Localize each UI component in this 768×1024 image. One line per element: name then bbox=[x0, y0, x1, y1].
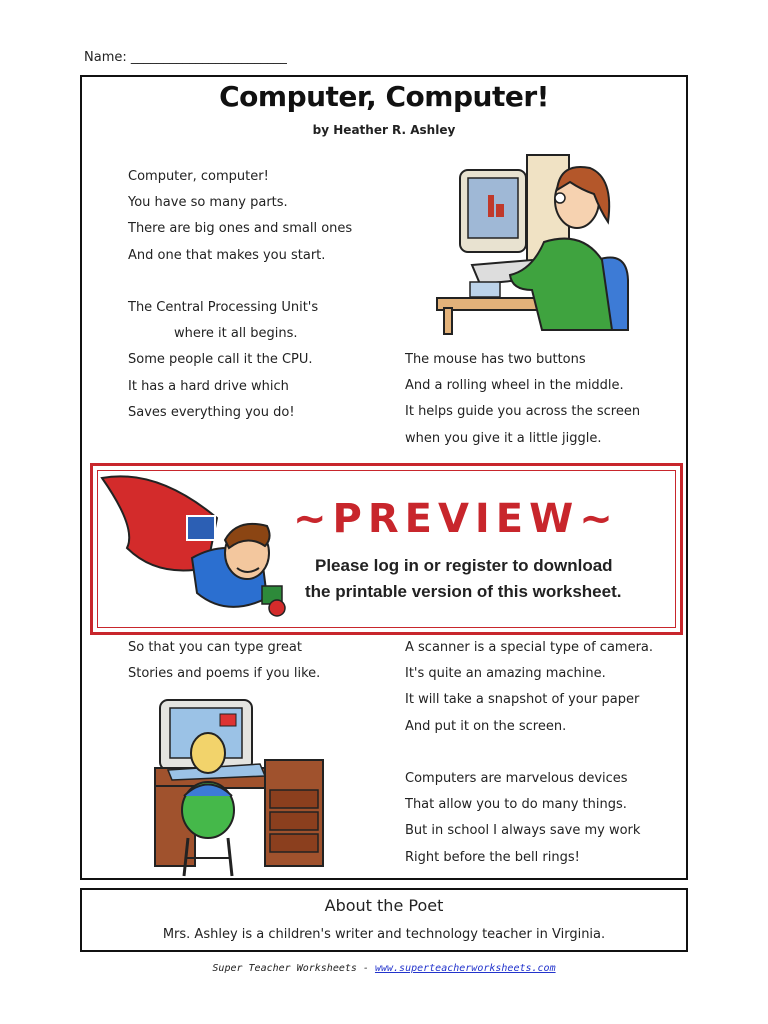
poem-line: So that you can type great bbox=[128, 640, 302, 655]
name-line: Name: ________________________ bbox=[84, 50, 287, 65]
poem-line: That allow you to do many things. bbox=[405, 797, 627, 813]
poem-line: But in school I always save my work bbox=[405, 823, 641, 839]
poem-line: It helps guide you across the screen bbox=[405, 404, 641, 420]
poem-line: And put it on the screen. bbox=[405, 718, 567, 734]
preview-message-line1: Please log in or register to download bbox=[315, 556, 613, 575]
child-at-computer-illustration bbox=[150, 698, 328, 878]
preview-message-line2: the printable version of this worksheet. bbox=[305, 582, 622, 601]
poem-stanza-right-top bbox=[405, 347, 640, 452]
poem-line: where it all begins. bbox=[174, 326, 298, 342]
poem-line: Computer, computer! bbox=[128, 169, 269, 184]
poem-line: The mouse has two buttons bbox=[405, 352, 586, 367]
poem-stanza-left-top bbox=[128, 164, 352, 426]
poem-line: Stories and poems if you like. bbox=[128, 666, 321, 682]
poem-line-blank bbox=[128, 269, 352, 295]
poem-line: Saves everything you do! bbox=[128, 404, 295, 420]
poem-line: And a rolling wheel in the middle. bbox=[405, 378, 624, 394]
poem-line-blank bbox=[405, 740, 653, 766]
about-title: About the Poet bbox=[324, 896, 444, 915]
poem-line: A scanner is a special type of camera. bbox=[405, 640, 654, 655]
poem-line: There are big ones and small ones bbox=[128, 221, 353, 237]
footer-link[interactable]: www.superteacherworksheets.com bbox=[374, 963, 556, 974]
about-text: Mrs. Ashley is a children's writer and technology teacher in Virginia. bbox=[162, 927, 606, 942]
superhero-illustration bbox=[97, 468, 293, 628]
poem-line: It has a hard drive which bbox=[128, 378, 289, 394]
preview-heading: ~PREVIEW~ bbox=[293, 496, 619, 542]
computer-user-illustration bbox=[432, 150, 632, 336]
poem-line: It's quite an amazing machine. bbox=[405, 666, 606, 682]
poem-line: It will take a snapshot of your paper bbox=[405, 692, 640, 708]
about-section bbox=[80, 888, 688, 952]
poem-line: You have so many parts. bbox=[128, 195, 288, 211]
footer-prefix: Super Teacher Worksheets - bbox=[212, 963, 375, 974]
preview-banner[interactable] bbox=[90, 463, 683, 635]
poem-line: And one that makes you start. bbox=[128, 247, 326, 263]
page-title: Computer, Computer! bbox=[219, 80, 549, 113]
poem-line: Computers are marvelous devices bbox=[405, 770, 628, 786]
byline: by Heather R. Ashley bbox=[312, 123, 456, 137]
poem-line: Some people call it the CPU. bbox=[128, 352, 313, 368]
poem-line: The Central Processing Unit's bbox=[128, 299, 319, 315]
poem-line: Right before the bell rings! bbox=[405, 849, 580, 865]
poem-line: when you give it a little jiggle. bbox=[405, 430, 602, 446]
poem-stanza-left-bottom bbox=[128, 635, 320, 687]
poem-stanza-right-bottom bbox=[405, 635, 653, 871]
footer bbox=[0, 963, 768, 974]
